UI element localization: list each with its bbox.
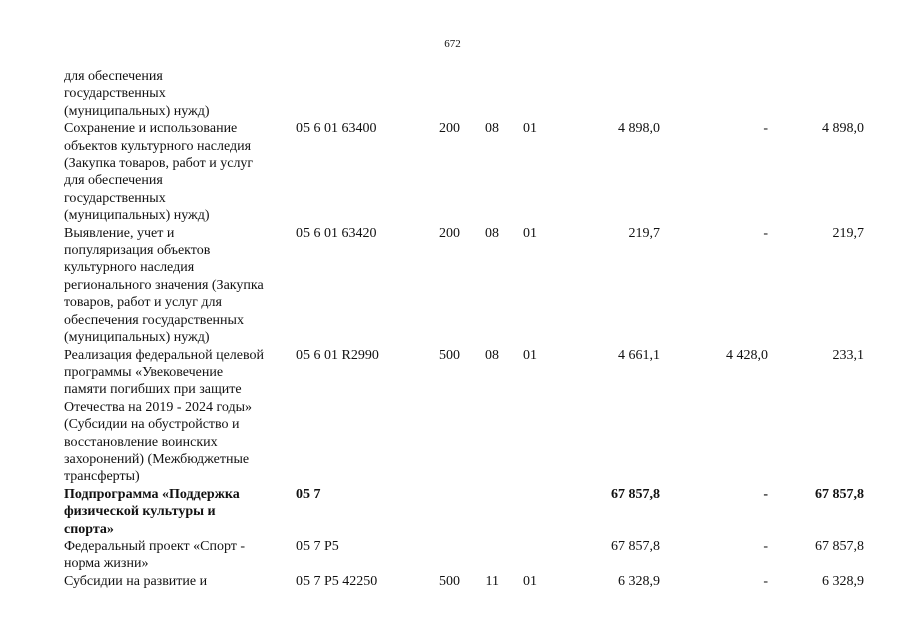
row-sum-regional: 233,1 xyxy=(832,347,864,363)
row-subsection xyxy=(501,486,571,538)
row-section: 08 xyxy=(485,121,499,137)
row-name-cell xyxy=(64,120,296,224)
row-sum-total: 67 857,8 xyxy=(611,486,660,502)
row-sum-regional: 67 857,8 xyxy=(815,486,864,502)
row-sum-total: 4 898,0 xyxy=(618,121,660,137)
row-name: Субсидии на развитие и xyxy=(64,573,208,589)
row-code: 05 7 xyxy=(296,486,321,502)
row-name: Реализация федеральной целевой программы «Увековечение памяти погибших при защите Отечества на 2019 - 2024 годы» (Субсидии на обустройство и восстановление воинских захоронений) (Межбюджетные трансферты) xyxy=(64,347,265,485)
row-subsection: 01 xyxy=(523,347,537,363)
table-row xyxy=(64,120,864,224)
budget-table-body xyxy=(64,68,864,590)
row-section xyxy=(464,486,501,538)
row-sum-federal: 4 428,0 xyxy=(726,347,768,363)
row-expense-type: 500 xyxy=(439,573,460,589)
row-sum-regional xyxy=(768,68,864,120)
row-name: для обеспечения государственных (муниципальных) нужд) xyxy=(64,69,210,119)
row-sum-total: 6 328,9 xyxy=(618,573,660,589)
row-sum-regional: 219,7 xyxy=(832,225,864,241)
row-sum-federal: - xyxy=(763,573,768,589)
row-section: 11 xyxy=(485,573,499,589)
row-name-cell xyxy=(64,225,296,347)
table-row xyxy=(64,225,864,347)
row-name-cell xyxy=(64,573,296,590)
row-name-cell xyxy=(64,486,296,538)
row-subsection xyxy=(501,68,571,120)
row-sum-total: 4 661,1 xyxy=(618,347,660,363)
row-section: 08 xyxy=(485,347,499,363)
row-name: Федеральный проект «Спорт - норма жизни» xyxy=(64,538,246,572)
row-expense-type xyxy=(411,68,464,120)
row-name: Выявление, учет и популяризация объектов культурного наследия регионального значения (Закупка товаров, работ и услуг для обеспечения государственных (муниципальных) нужд) xyxy=(64,225,264,346)
page-number: 672 xyxy=(444,38,461,50)
row-expense-type: 200 xyxy=(439,121,460,137)
table-row xyxy=(64,538,864,573)
row-code: 05 6 01 R2990 xyxy=(296,347,379,363)
row-name-cell xyxy=(64,347,296,486)
row-sum-federal: - xyxy=(763,225,768,241)
table-row-subprogram xyxy=(64,486,864,538)
row-name-cell xyxy=(64,68,296,120)
table-row xyxy=(64,347,864,486)
row-sum-total: 67 857,8 xyxy=(611,538,660,554)
row-sum-regional: 4 898,0 xyxy=(822,121,864,137)
row-sum-regional: 6 328,9 xyxy=(822,573,864,589)
row-sum-total xyxy=(571,68,660,120)
row-expense-type: 500 xyxy=(439,347,460,363)
row-sum-federal: - xyxy=(763,538,768,554)
row-sum-regional: 67 857,8 xyxy=(815,538,864,554)
row-sum-federal xyxy=(660,68,768,120)
row-subsection: 01 xyxy=(523,225,537,241)
row-subsection xyxy=(501,538,571,573)
row-expense-type xyxy=(411,486,464,538)
row-section: 08 xyxy=(485,225,499,241)
row-subsection: 01 xyxy=(523,121,537,137)
table-row xyxy=(64,68,864,120)
row-name: Подпрограмма «Поддержка физической культуры и спорта» xyxy=(64,486,240,537)
row-code: 05 6 01 63400 xyxy=(296,121,377,137)
row-section xyxy=(464,538,501,573)
budget-table xyxy=(64,68,864,590)
row-section xyxy=(464,68,501,120)
row-expense-type: 200 xyxy=(439,225,460,241)
row-expense-type xyxy=(411,538,464,573)
row-name: Сохранение и использование объектов культурного наследия (Закупка товаров, работ и услуг для обеспечения государственных (муниципальных) нужд) xyxy=(64,121,254,224)
row-subsection: 01 xyxy=(523,573,537,589)
row-code: 05 6 01 63420 xyxy=(296,225,377,241)
row-code: 05 7 P5 42250 xyxy=(296,573,378,589)
row-sum-federal: - xyxy=(763,486,768,502)
row-sum-total: 219,7 xyxy=(628,225,660,241)
table-row xyxy=(64,573,864,590)
row-code: 05 7 P5 xyxy=(296,538,339,554)
row-sum-federal: - xyxy=(763,121,768,137)
row-code xyxy=(296,68,411,120)
row-name-cell xyxy=(64,538,296,573)
